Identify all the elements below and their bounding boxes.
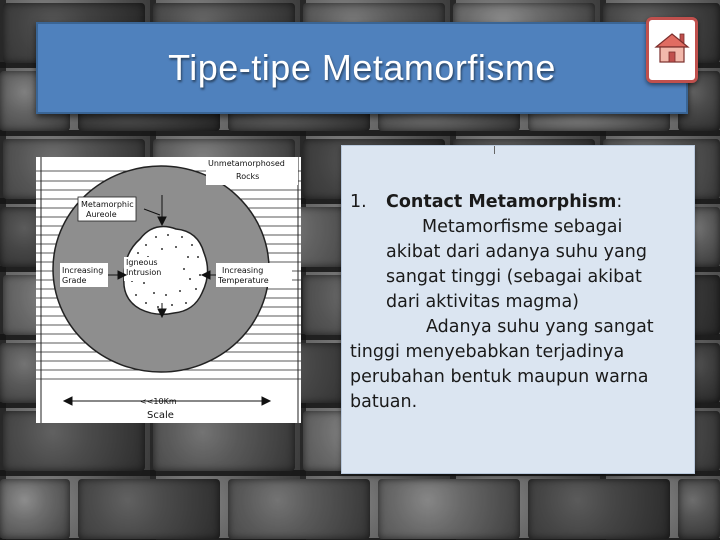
item-title: Contact Metamorphism	[386, 192, 617, 212]
label-grade-1: Increasing	[62, 266, 104, 275]
body-text	[350, 190, 688, 415]
title-bar	[36, 22, 688, 114]
para2-line3: perubahan bentuk maupun warna	[350, 367, 649, 387]
panel-tick	[494, 146, 495, 154]
contact-metamorphism-diagram	[36, 157, 301, 423]
wall-brick	[528, 479, 670, 539]
diagram-svg	[36, 157, 301, 423]
para1-line2: akibat dari adanya suhu yang	[386, 242, 647, 262]
label-unmetamorphosed: Unmetamorphosed	[208, 159, 285, 168]
para2-line1: Adanya suhu yang sangat	[426, 317, 654, 337]
item-number: 1.	[350, 192, 367, 212]
label-aureole-1: Metamorphic	[81, 200, 134, 209]
item-colon: :	[616, 192, 623, 212]
para1-line3: sangat tinggi (sebagai akibat	[386, 267, 642, 287]
label-scale: Scale	[147, 410, 174, 421]
slide-title: Tipe-tipe Metamorfisme	[168, 47, 556, 88]
para1-line1: Metamorfisme sebagai	[422, 217, 623, 237]
content-panel	[341, 145, 695, 474]
para2-line2: tinggi menyebabkan terjadinya	[350, 342, 625, 362]
label-scale-value: <<10Km	[140, 397, 177, 406]
label-grade-2: Grade	[62, 276, 87, 285]
home-button[interactable]	[646, 17, 698, 83]
item-heading	[350, 190, 688, 215]
label-temp-1: Increasing	[222, 266, 264, 275]
wall-brick	[228, 479, 370, 539]
para1-line4: dari aktivitas magma)	[386, 292, 579, 312]
label-intrusion-1: Igneous	[126, 258, 158, 267]
wall-brick	[678, 479, 720, 539]
label-rocks: Rocks	[236, 172, 260, 181]
home-icon	[654, 32, 690, 64]
label-intrusion-2: Intrusion	[126, 268, 162, 277]
wall-brick	[78, 479, 220, 539]
para2-line4: batuan.	[350, 392, 418, 412]
wall-brick	[0, 479, 70, 539]
label-temp-2: Temperature	[218, 276, 269, 285]
label-aureole-2: Aureole	[86, 210, 117, 219]
wall-brick	[378, 479, 520, 539]
